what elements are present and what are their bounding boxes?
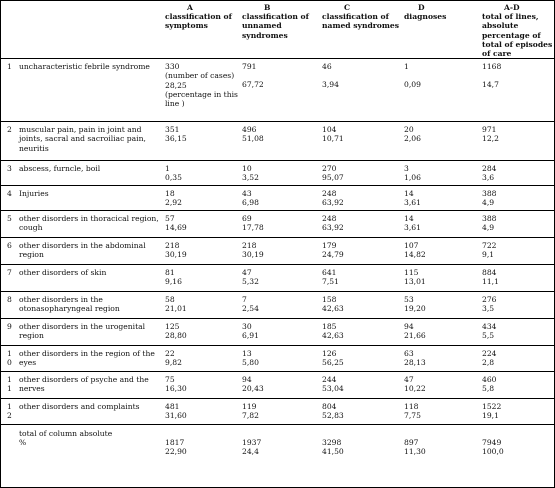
cell-c-count: 270 [322, 164, 337, 174]
row-number: 1 [7, 62, 12, 72]
cell-d-percent: 13,01 [404, 277, 426, 287]
cell-d-count: 3 [404, 164, 409, 174]
row-label: other disorders and complaints [19, 402, 140, 412]
row-number: 7 [7, 268, 12, 278]
cell-e-percent: 4,9 [482, 223, 495, 233]
cell-e-count: 884 [482, 268, 497, 278]
total-e-count: 7949 [482, 438, 502, 448]
header-col-e [482, 1, 554, 59]
cell-d-count: 14 [404, 214, 414, 224]
cell-d-count: 118 [404, 402, 419, 412]
cell-b-percent: 5,80 [242, 358, 259, 368]
cell-a-count: 18 [165, 189, 175, 199]
cell-d-percent: 3,61 [404, 198, 421, 208]
cell-e-count: 284 [482, 164, 497, 174]
cell-c-percent: 56,25 [322, 358, 344, 368]
header-col-a-letter: A [187, 3, 193, 12]
cell-c-count: 248 [322, 189, 337, 199]
cell-e-percent: 14,7 [482, 80, 499, 90]
row-label: other disorders in the region of the eyes [19, 349, 155, 368]
cell-c-count: 158 [322, 295, 337, 305]
cell-b-percent: 67,72 [242, 80, 264, 90]
row-label: uncharacteristic febrile syndrome [19, 62, 150, 72]
row-number: 2 [7, 125, 12, 135]
cell-b-percent: 7,82 [242, 411, 259, 421]
cell-a-percent: 14,69 [165, 223, 187, 233]
cell-e-percent: 2,8 [482, 358, 495, 368]
header-row [1, 1, 554, 59]
cell-c-count: 244 [322, 375, 337, 385]
cell-d-count: 1 [404, 62, 409, 72]
row-number-digit: 0 [7, 358, 12, 368]
cell-a-count: 81 [165, 268, 175, 278]
cell-c-count: 641 [322, 268, 337, 278]
cell-b-percent: 30,19 [242, 250, 264, 260]
cell-c-percent: 42,63 [322, 331, 344, 341]
cell-c-count: 804 [322, 402, 337, 412]
cell-b-count: 94 [242, 375, 252, 385]
cell-a-percent: 31,60 [165, 411, 187, 421]
cell-a-count: 22 [165, 349, 175, 359]
cell-a-percent: 36,15 [165, 134, 187, 144]
cell-a-count: 481 [165, 402, 180, 412]
row-number: 5 [7, 214, 12, 224]
cell-e-count: 971 [482, 125, 497, 135]
cell-d-count: 94 [404, 322, 414, 332]
table-row [1, 59, 554, 122]
cell-b-count: 69 [242, 214, 252, 224]
cell-e-count: 434 [482, 322, 497, 332]
table-row [1, 399, 554, 425]
row-number: 1 [7, 402, 12, 412]
cell-b-percent: 2,54 [242, 304, 259, 314]
row-number-digit: 1 [7, 384, 12, 394]
cell-c-count: 185 [322, 322, 337, 332]
cell-d-percent: 10,22 [404, 384, 426, 394]
row-label: Injuries [19, 189, 49, 199]
row-number-digit: 2 [7, 411, 12, 421]
row-number: 8 [7, 295, 12, 305]
cell-d-count: 63 [404, 349, 414, 359]
row-label: abscess, furncle, boil [19, 164, 101, 174]
cell-e-percent: 3,6 [482, 173, 495, 183]
row-label: other disorders of psyche and the nerves [19, 375, 149, 394]
cell-e-count: 388 [482, 189, 497, 199]
cell-e-percent: 4,9 [482, 198, 495, 208]
total-c-count: 3298 [322, 438, 342, 448]
cell-c-count: 104 [322, 125, 337, 135]
cell-c-percent: 95,07 [322, 173, 344, 183]
total-label: total of column absolute [19, 429, 113, 439]
cell-a-percent: 9,16 [165, 277, 182, 287]
cell-a-count: 330 [165, 62, 180, 72]
cell-c-percent: 10,71 [322, 134, 344, 144]
header-col-e-title: total of lines, absolute percentage of total of episodes of care [482, 12, 553, 59]
cell-a-count: 57 [165, 214, 175, 224]
table-row [1, 122, 554, 161]
cell-b-count: 7 [242, 295, 247, 305]
total-a-count: 1817 [165, 438, 185, 448]
cell-a-count: 218 [165, 241, 180, 251]
cell-c-percent: 53,04 [322, 384, 344, 394]
total-b-percent: 24,4 [242, 447, 259, 457]
cell-b-percent: 5,32 [242, 277, 259, 287]
cell-d-percent: 7,75 [404, 411, 421, 421]
cell-d-percent: 28,13 [404, 358, 426, 368]
total-b-count: 1937 [242, 438, 262, 448]
total-a-percent: 22,90 [165, 447, 187, 457]
row-number: 3 [7, 164, 12, 174]
cell-a-percent: 0,35 [165, 173, 182, 183]
total-e-percent: 100,0 [482, 447, 504, 457]
cell-e-percent: 19,1 [482, 411, 499, 421]
cell-a-percent: 9,82 [165, 358, 182, 368]
cell-b-count: 10 [242, 164, 252, 174]
header-col-c [322, 1, 404, 59]
cell-e-count: 388 [482, 214, 497, 224]
cell-b-percent: 51,08 [242, 134, 264, 144]
cell-a-percent: 21,01 [165, 304, 187, 314]
table-row [1, 211, 554, 238]
cell-d-count: 47 [404, 375, 414, 385]
episodes-table [1, 1, 554, 463]
header-col-d [404, 1, 482, 59]
cell-b-count: 30 [242, 322, 252, 332]
cell-c-percent: 7,51 [322, 277, 339, 287]
cell-d-count: 14 [404, 189, 414, 199]
cell-b-count: 119 [242, 402, 257, 412]
total-d-percent: 11,30 [404, 447, 426, 457]
cell-a-note: (percentage in this line ) [165, 89, 238, 109]
cell-e-count: 224 [482, 349, 497, 359]
cell-e-count: 460 [482, 375, 497, 385]
header-col-c-letter: C [344, 3, 351, 12]
cell-b-percent: 6,98 [242, 198, 259, 208]
table-row [1, 265, 554, 292]
row-number: 1 [7, 375, 12, 385]
cell-d-count: 107 [404, 241, 419, 251]
cell-e-count: 276 [482, 295, 497, 305]
table-row [1, 186, 554, 211]
cell-c-count: 126 [322, 349, 337, 359]
cell-c-percent: 63,92 [322, 223, 344, 233]
header-col-d-title: diagnoses [404, 12, 447, 22]
cell-d-percent: 19,20 [404, 304, 426, 314]
header-col-a [165, 1, 242, 59]
cell-d-percent: 1,06 [404, 173, 421, 183]
cell-b-count: 13 [242, 349, 252, 359]
cell-a-count: 1 [165, 164, 170, 174]
cell-b-count: 791 [242, 62, 257, 72]
cell-a-count: 351 [165, 125, 180, 135]
table-row [1, 292, 554, 319]
cell-e-count: 1522 [482, 402, 502, 412]
total-d-count: 897 [404, 438, 419, 448]
cell-b-percent: 20,43 [242, 384, 264, 394]
cell-d-percent: 0,09 [404, 80, 421, 90]
cell-a-percent: 30,19 [165, 250, 187, 260]
header-col-b-letter: B [264, 3, 271, 12]
cell-b-percent: 6,91 [242, 331, 259, 341]
cell-c-percent: 24,79 [322, 250, 344, 260]
cell-e-percent: 5,5 [482, 331, 495, 341]
total-percent-label: % [19, 438, 27, 448]
table-row [1, 238, 554, 265]
cell-d-percent: 3,61 [404, 223, 421, 233]
cell-a-count: 58 [165, 295, 175, 305]
row-label: other disorders in the otonasopharyngeal region [19, 295, 120, 314]
header-col-e-letter: A-D [504, 3, 520, 12]
cell-a-note: (number of cases) [165, 71, 235, 81]
cell-e-percent: 11,1 [482, 277, 499, 287]
row-label: other disorders in the abdominal region [19, 241, 146, 260]
table-row [1, 161, 554, 186]
header-col-c-title: classification of named syndromes [322, 12, 399, 31]
table-row [1, 372, 554, 399]
cell-a-count: 75 [165, 375, 175, 385]
header-col-b-title: classification of unnamed syndromes [242, 12, 309, 40]
cell-e-percent: 9,1 [482, 250, 495, 260]
cell-c-percent: 3,94 [322, 80, 339, 90]
header-col-d-letter: D [418, 3, 425, 12]
cell-b-count: 218 [242, 241, 257, 251]
cell-b-count: 496 [242, 125, 257, 135]
cell-e-percent: 3,5 [482, 304, 495, 314]
cell-c-percent: 42,63 [322, 304, 344, 314]
cell-d-count: 53 [404, 295, 414, 305]
table-row [1, 319, 554, 346]
row-number: 1 [7, 349, 12, 359]
cell-d-percent: 21,66 [404, 331, 426, 341]
cell-e-count: 722 [482, 241, 497, 251]
header-col-a-title: classification of symptoms [165, 12, 232, 31]
cell-e-count: 1168 [482, 62, 502, 72]
cell-b-percent: 17,78 [242, 223, 264, 233]
cell-b-percent: 3,52 [242, 173, 259, 183]
cell-e-percent: 12,2 [482, 134, 499, 144]
cell-c-percent: 63,92 [322, 198, 344, 208]
row-number: 6 [7, 241, 12, 251]
cell-a-percent: 28,80 [165, 331, 187, 341]
cell-a-percent: 16,30 [165, 384, 187, 394]
cell-d-count: 115 [404, 268, 419, 278]
row-label: muscular pain, pain in joint and joints, sacral and sacroiliac pain, neuritis [19, 125, 146, 153]
cell-c-percent: 52,83 [322, 411, 344, 421]
row-label: other disorders in the urogenital region [19, 322, 146, 341]
row-label: other disorders in thoracical region, cough [19, 214, 159, 233]
cell-d-percent: 14,82 [404, 250, 426, 260]
cell-a-percent: 28,25 [165, 80, 187, 90]
cell-d-percent: 2,06 [404, 134, 421, 144]
total-row [1, 425, 554, 463]
cell-a-percent: 2,92 [165, 198, 182, 208]
cell-b-count: 47 [242, 268, 252, 278]
cell-c-count: 248 [322, 214, 337, 224]
row-label: other disorders of skin [19, 268, 107, 278]
header-col-b [242, 1, 322, 59]
cell-a-count: 125 [165, 322, 180, 332]
row-number: 4 [7, 189, 12, 199]
table-row [1, 346, 554, 372]
row-number: 9 [7, 322, 12, 332]
cell-c-count: 179 [322, 241, 337, 251]
cell-b-count: 43 [242, 189, 252, 199]
cell-e-percent: 5,8 [482, 384, 495, 394]
cell-d-count: 20 [404, 125, 414, 135]
cell-c-count: 46 [322, 62, 332, 72]
total-c-percent: 41,50 [322, 447, 344, 457]
